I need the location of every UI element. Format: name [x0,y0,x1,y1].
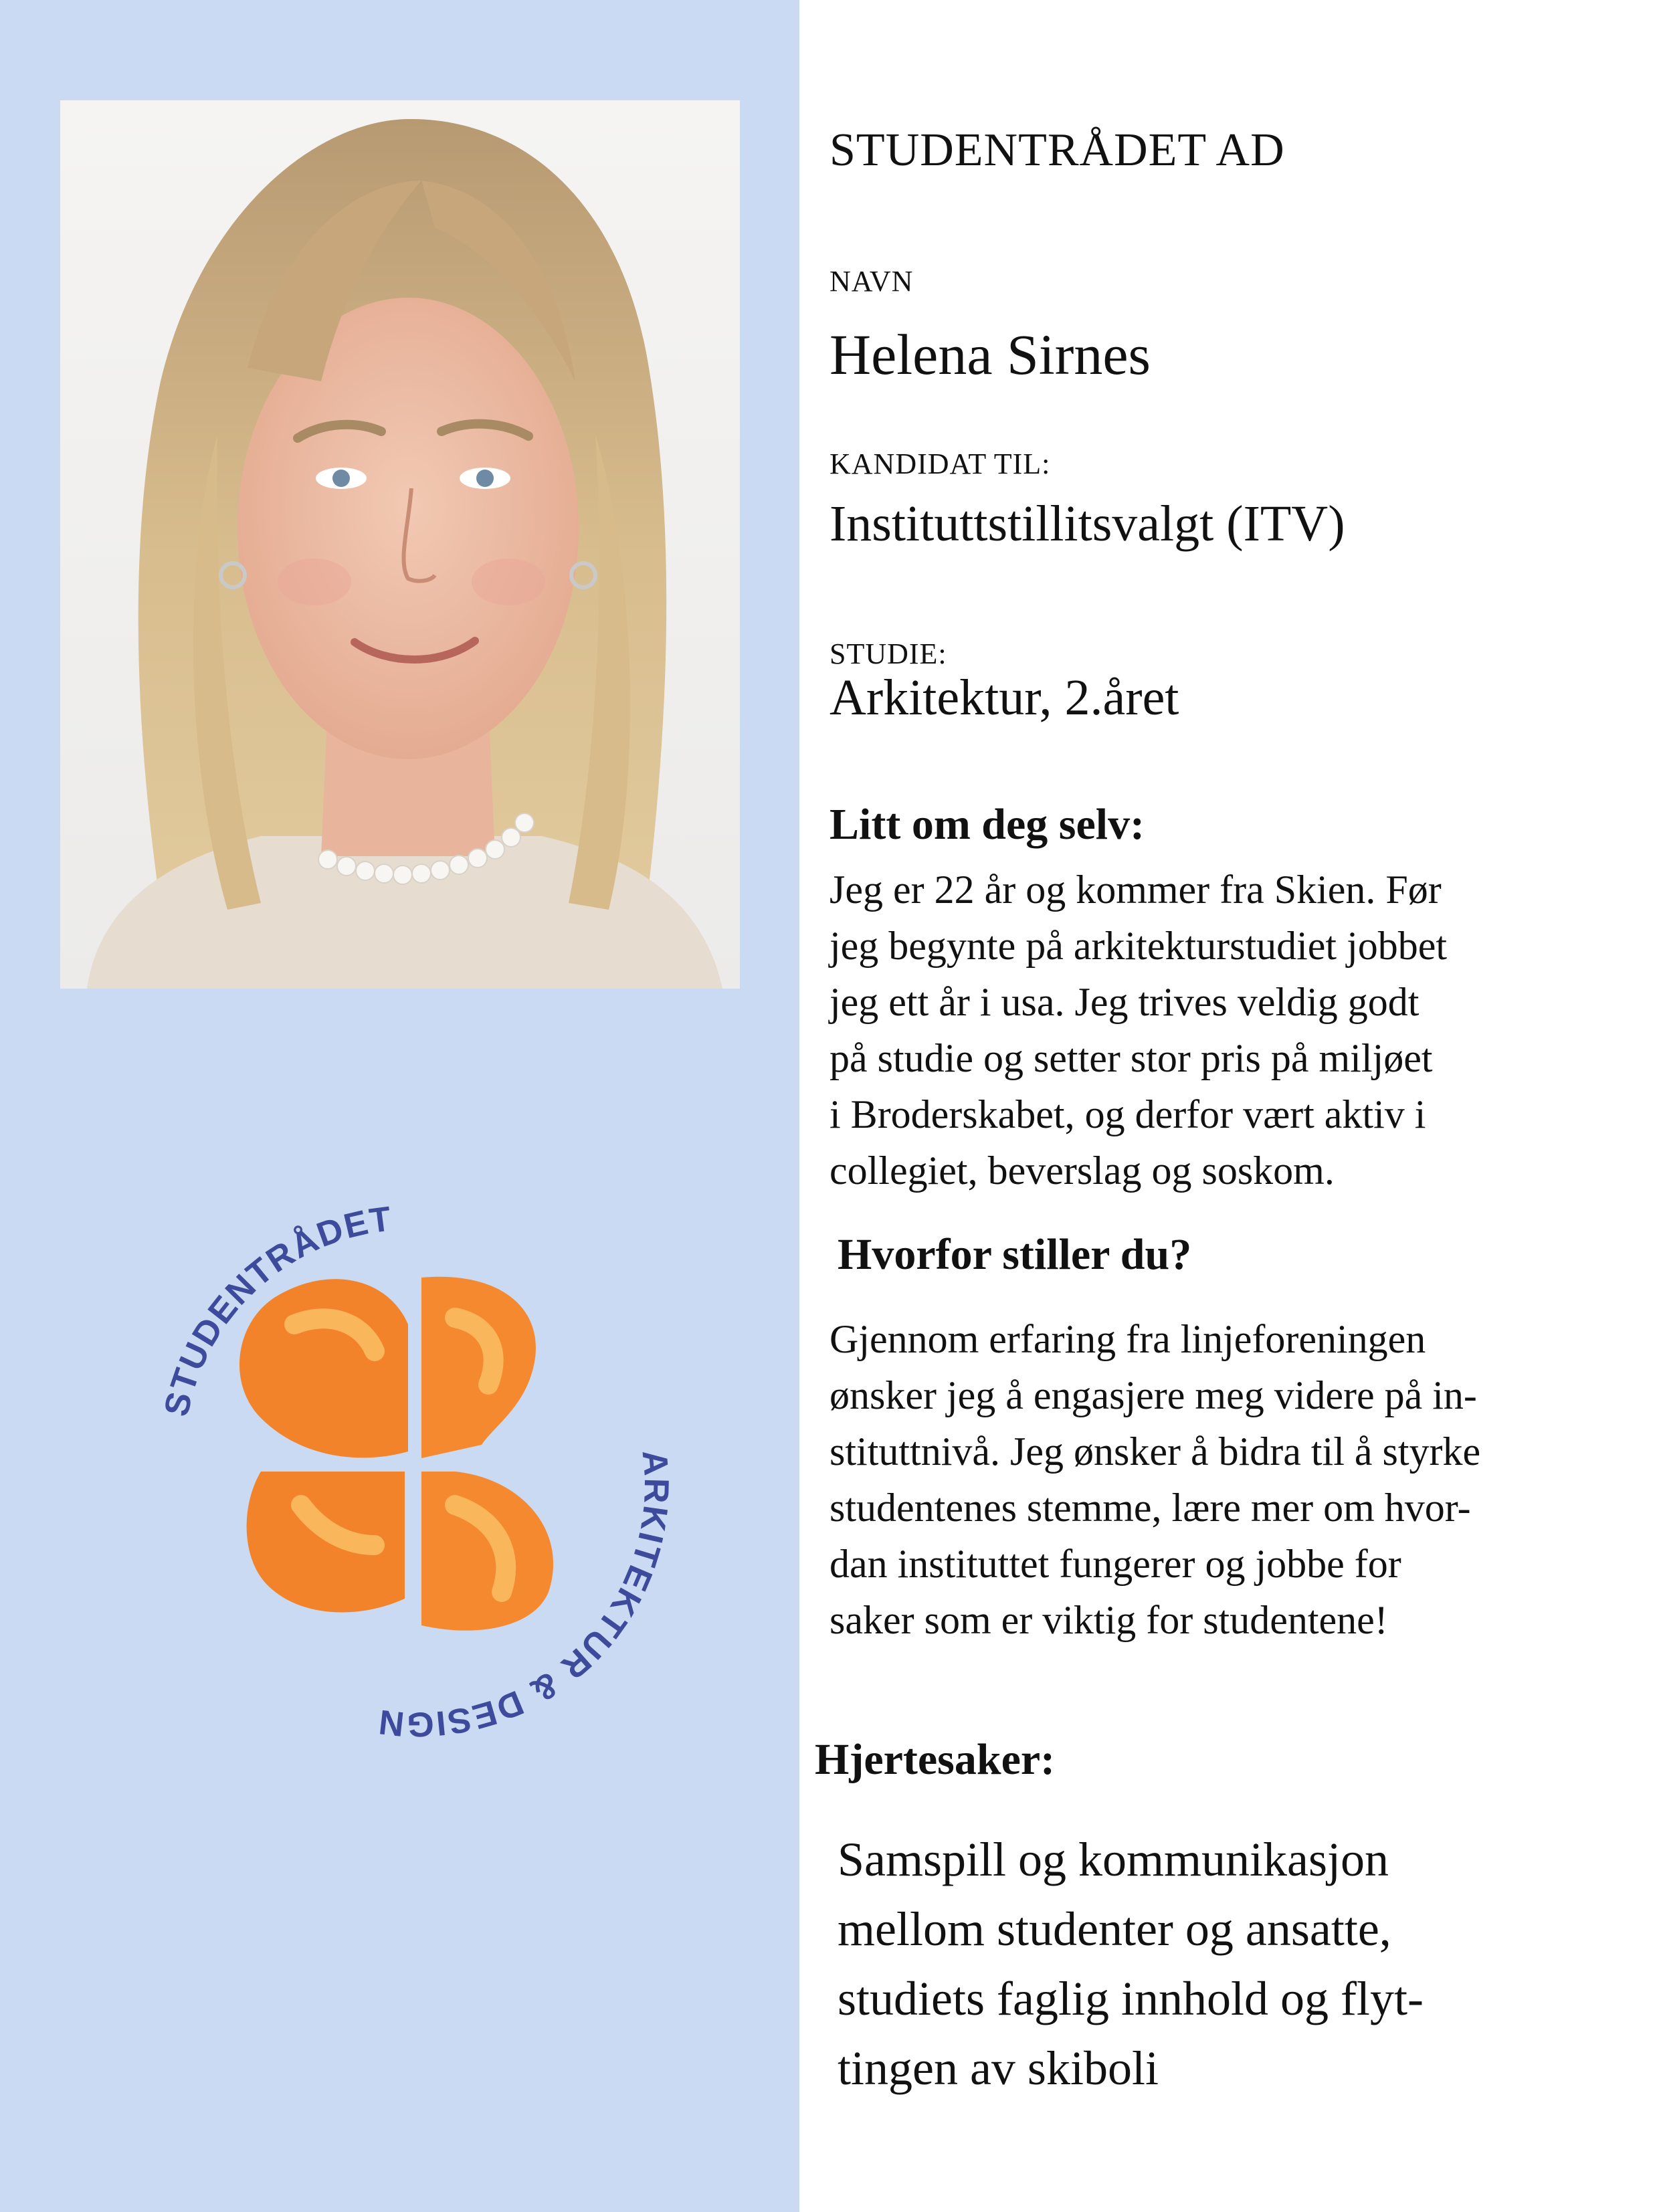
heart-issues-heading: Hjertesaker: [815,1735,1056,1784]
why-line: stituttnivå. Jeg ønsker å bidra til å styrke [830,1429,1481,1474]
study-label: STUDIE: [830,637,947,670]
org-title: STUDENTRÅDET AD [830,124,1285,176]
about-line: i Broderskabet, og derfor vært aktiv i [830,1092,1426,1136]
why-line: studentenes stemme, lære mer om hvor- [830,1486,1471,1530]
heart-line: tingen av skiboli [838,2041,1159,2095]
about-paragraph [830,862,1447,1199]
portrait-illustration [60,100,740,989]
why-paragraph [830,1311,1480,1648]
logo-top-arc-text: STUDENTRÅDET [157,1199,395,1420]
left-panel [0,0,799,2212]
logo-orange-shapes [239,1277,553,1631]
why-line: ønsker jeg å engasjere meg videre på in- [830,1373,1477,1417]
about-line: på studie og setter stor pris på miljøet [830,1036,1433,1080]
candidate-for-value: Instituttstillitsvalgt (ITV) [830,496,1345,552]
candidate-portrait [60,100,740,989]
heart-line: Samspill og kommunikasjon [838,1833,1389,1886]
about-line: Jeg er 22 år og kommer fra Skien. Før [830,868,1442,912]
why-line: saker som er viktig for studentene! [830,1598,1388,1642]
candidate-for-label: KANDIDAT TIL: [830,447,1051,480]
studentradet-logo [107,1184,709,1786]
heart-line: mellom studenter og ansatte, [838,1902,1391,1956]
logo-bottom-arc-text: ARKITEKTUR & DESIGN [375,1448,676,1744]
name-label: NAVN [830,265,914,298]
why-line: dan instituttet fungerer og jobbe for [830,1542,1401,1586]
about-heading: Litt om deg selv: [830,800,1145,849]
why-line: Gjennom erfaring fra linjeforeningen [830,1317,1426,1361]
about-line: jeg ett år i usa. Jeg trives veldig godt [830,980,1420,1024]
heart-line: studiets faglig innhold og flyt- [838,1972,1424,2025]
study-value: Arkitektur, 2.året [830,670,1179,726]
why-heading: Hvorfor stiller du? [838,1230,1192,1279]
about-line: jeg begynte på arkitekturstudiet jobbet [830,924,1448,968]
about-line: collegiet, beverslag og soskom. [830,1148,1335,1193]
candidate-name: Helena Sirnes [830,322,1151,387]
heart-issues-paragraph [838,1825,1424,2103]
